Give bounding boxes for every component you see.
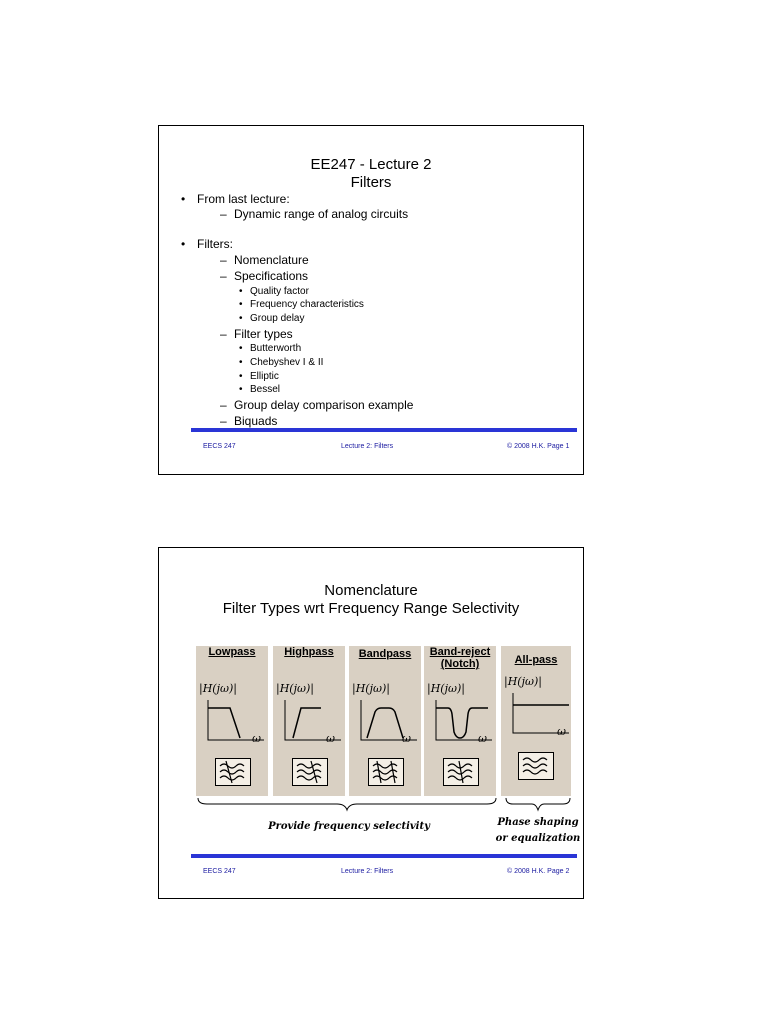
bullet-filter-types: – Filter types — [234, 327, 293, 342]
bullet-nomenclature: – Nomenclature — [234, 253, 309, 268]
bullet-dynamic-range: – Dynamic range of analog circuits — [234, 207, 408, 222]
footer-page: © 2008 H.K. Page 1 — [507, 443, 570, 450]
panel-title-lowpass: Lowpass — [208, 646, 256, 658]
omega-axis-label: ω — [557, 725, 566, 738]
panel-band-reject — [424, 646, 496, 796]
h-magnitude-label: |H(jω)| — [427, 682, 465, 695]
lowpass-filter-symbol-icon — [215, 758, 251, 786]
panel-lowpass — [196, 646, 268, 796]
panel-highpass — [273, 646, 345, 796]
band-reject-filter-symbol-icon — [443, 758, 479, 786]
slide-1-divider-bar — [191, 428, 577, 432]
bullet-filters: • Filters: — [197, 237, 233, 252]
h-magnitude-label: |H(jω)| — [276, 682, 314, 695]
frequency-selectivity-brace — [197, 797, 497, 811]
bullet-chebyshev: • Chebyshev I & II — [250, 356, 323, 369]
bullet-biquads: – Biquads — [234, 414, 277, 429]
omega-axis-label: ω — [252, 732, 261, 745]
footer-course: EECS 247 — [203, 868, 236, 875]
panel-bandpass — [349, 646, 421, 796]
slide-2 — [158, 547, 584, 899]
h-magnitude-label: |H(jω)| — [352, 682, 390, 695]
note-provide-frequency-selectivity: Provide frequency selectivity — [268, 821, 430, 832]
footer-lecture: Lecture 2: Filters — [341, 868, 394, 875]
panel-all-pass — [501, 646, 571, 796]
all-pass-filter-symbol-icon — [518, 752, 554, 780]
phase-shaping-brace — [505, 797, 571, 811]
bullet-specifications: – Specifications — [234, 269, 308, 284]
footer-page: © 2008 H.K. Page 2 — [507, 868, 570, 875]
bullet-bessel: • Bessel — [250, 383, 280, 396]
slide-1-title-line-2: Filters — [350, 174, 392, 191]
note-or-equalization: or equalization — [495, 833, 581, 844]
highpass-filter-symbol-icon — [292, 758, 328, 786]
slide-1-title-line-1: EE247 - Lecture 2 — [310, 156, 432, 173]
bullet-from-last-lecture: • From last lecture: — [197, 192, 290, 207]
panel-title-highpass: Highpass — [284, 646, 334, 658]
h-magnitude-label: |H(jω)| — [504, 675, 542, 688]
bullet-butterworth: • Butterworth — [250, 342, 301, 355]
omega-axis-label: ω — [478, 732, 487, 745]
omega-axis-label: ω — [402, 732, 411, 745]
bullet-frequency-characteristics: • Frequency characteristics — [250, 298, 364, 311]
slide-1 — [158, 125, 584, 475]
footer-course: EECS 247 — [203, 443, 236, 450]
note-phase-shaping: Phase shaping — [497, 817, 579, 828]
slide-2-title-line-1: Nomenclature — [324, 582, 418, 599]
slide-2-divider-bar — [191, 854, 577, 858]
bullet-quality-factor: • Quality factor — [250, 285, 309, 298]
bullet-group-delay: • Group delay — [250, 312, 304, 325]
omega-axis-label: ω — [326, 732, 335, 745]
h-magnitude-label: |H(jω)| — [199, 682, 237, 695]
panel-title-all-pass: All-pass — [514, 654, 558, 666]
panel-title-bandpass: Bandpass — [358, 648, 412, 660]
panel-title-band-reject: Band-reject (Notch) — [429, 646, 491, 670]
footer-lecture: Lecture 2: Filters — [341, 443, 394, 450]
bandpass-filter-symbol-icon — [368, 758, 404, 786]
bullet-group-delay-comparison: – Group delay comparison example — [234, 398, 413, 413]
slide-2-title-line-2: Filter Types wrt Frequency Range Selectivity — [222, 600, 520, 617]
bullet-elliptic: • Elliptic — [250, 370, 279, 383]
